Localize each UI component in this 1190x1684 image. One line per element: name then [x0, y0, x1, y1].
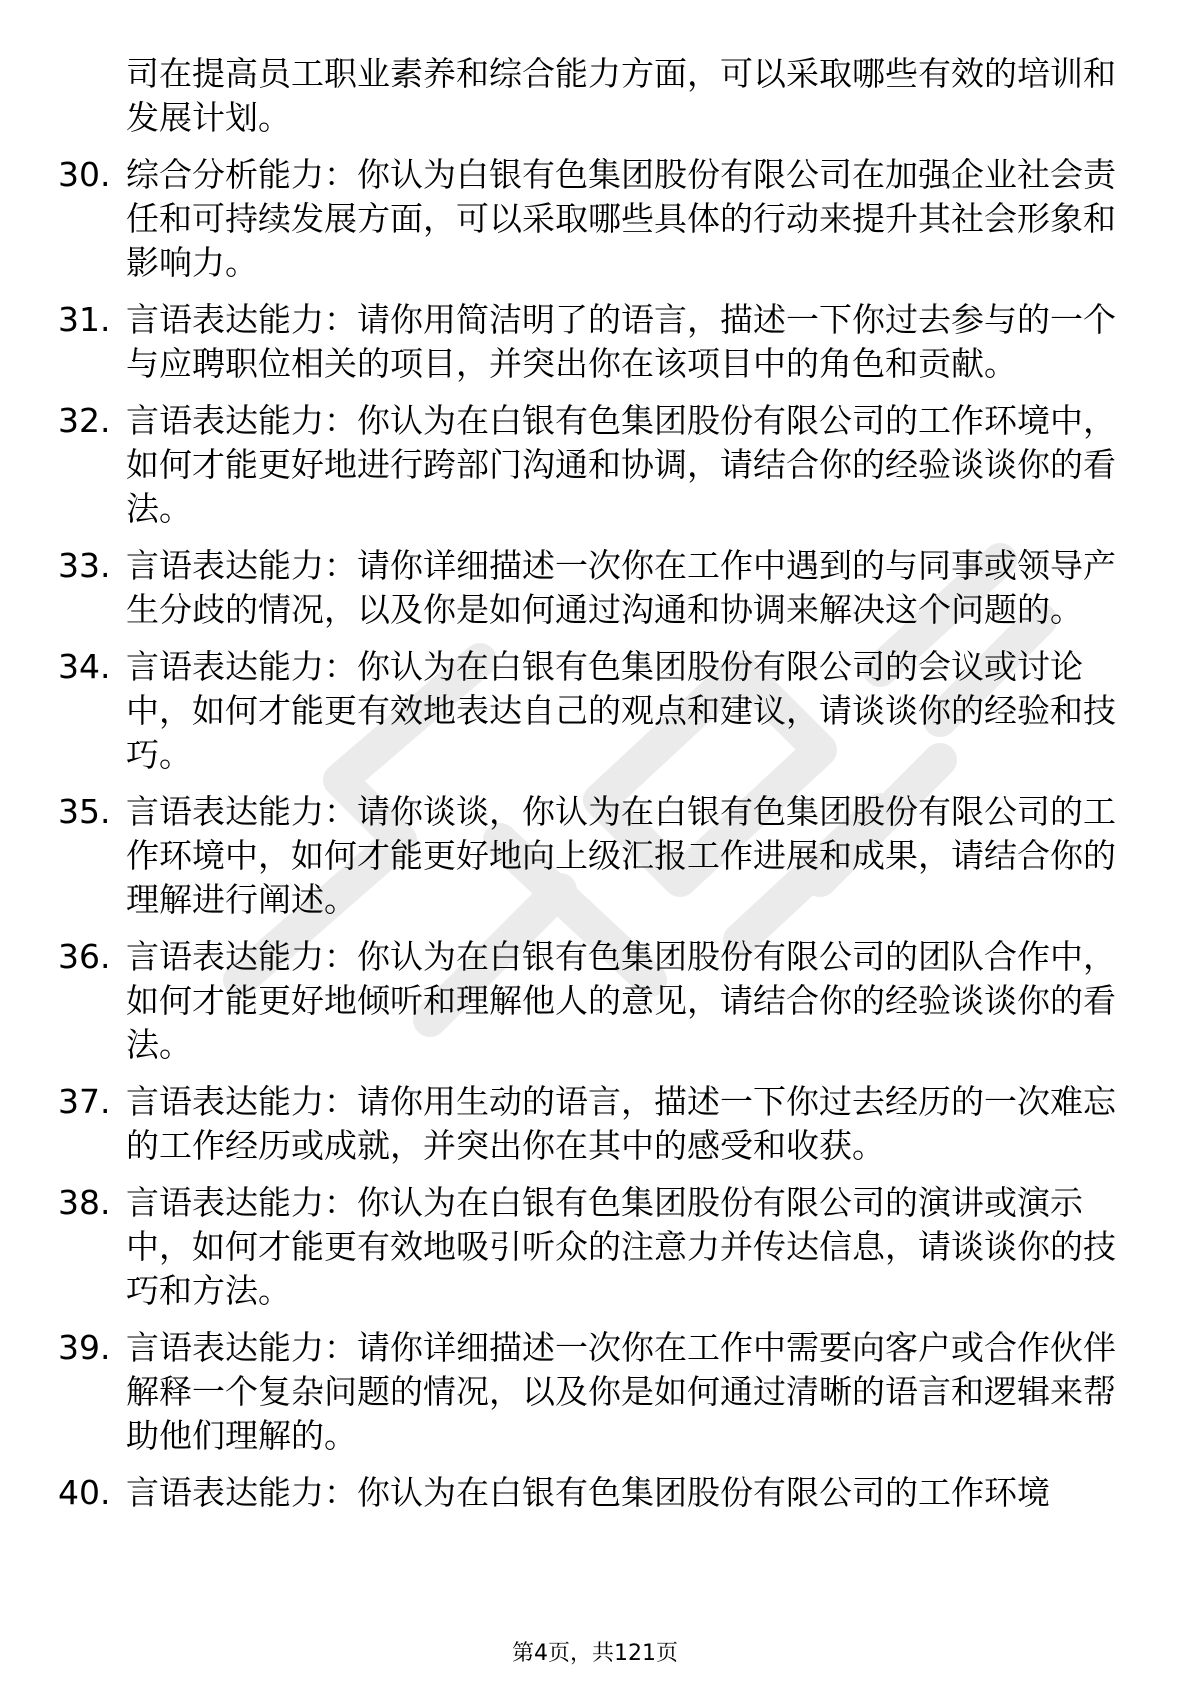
item-text: 言语表达能力：你认为在白银有色集团股份有限公司的会议或讨论中，如何才能更有效地表达自己的观点和建议，请谈谈你的经验和技巧。 — [126, 647, 1116, 774]
item-text: 言语表达能力：你认为在白银有色集团股份有限公司的演讲或演示中，如何才能更有效地吸引听众的注意力并传达信息，请谈谈你的技巧和方法。 — [126, 1183, 1116, 1310]
document-body — [58, 52, 1118, 1528]
item-number: 31. — [58, 300, 111, 339]
item-number: 39. — [58, 1328, 111, 1367]
continuation-paragraph: 司在提高员工职业素养和综合能力方面，可以采取哪些有效的培训和发展计划。 — [126, 54, 1116, 137]
page-footer: 第4页，共121页 — [512, 1641, 678, 1666]
item-text: 综合分析能力：你认为白银有色集团股份有限公司在加强企业社会责任和可持续发展方面，可以采取哪些具体的行动来提升其社会形象和影响力。 — [126, 155, 1116, 282]
item-number: 38. — [58, 1183, 111, 1222]
item-text: 言语表达能力：请你用生动的语言，描述一下你过去经历的一次难忘的工作经历或成就，并突出你在其中的感受和收获。 — [126, 1082, 1116, 1165]
list-item — [58, 1326, 1118, 1458]
item-text: 言语表达能力：请你详细描述一次你在工作中遇到的与同事或领导产生分歧的情况，以及你是如何通过沟通和协调来解决这个问题的。 — [126, 546, 1116, 629]
list-item — [58, 298, 1118, 386]
item-text: 言语表达能力：你认为在白银有色集团股份有限公司的工作环境 — [126, 1473, 1050, 1512]
item-number: 34. — [58, 647, 111, 686]
item-number: 37. — [58, 1082, 111, 1121]
list-item — [58, 544, 1118, 632]
item-number: 30. — [58, 155, 111, 194]
item-text: 言语表达能力：请你详细描述一次你在工作中需要向客户或合作伙伴解释一个复杂问题的情况，以及你是如何通过清晰的语言和逻辑来帮助他们理解的。 — [126, 1328, 1116, 1455]
item-number: 32. — [58, 401, 111, 440]
list-item — [58, 645, 1118, 777]
list-item — [58, 1080, 1118, 1168]
item-number: 35. — [58, 792, 111, 831]
item-text: 言语表达能力：请你用简洁明了的语言，描述一下你过去参与的一个与应聘职位相关的项目，并突出你在该项目中的角色和贡献。 — [126, 300, 1116, 383]
list-item — [58, 935, 1118, 1067]
list-item — [58, 153, 1118, 285]
item-text: 言语表达能力：请你谈谈，你认为在白银有色集团股份有限公司的工作环境中，如何才能更好地向上级汇报工作进展和成果，请结合你的理解进行阐述。 — [126, 792, 1116, 919]
item-number: 36. — [58, 937, 111, 976]
item-number: 40. — [58, 1473, 111, 1512]
item-text: 言语表达能力：你认为在白银有色集团股份有限公司的团队合作中，如何才能更好地倾听和理解他人的意见，请结合你的经验谈谈你的看法。 — [126, 937, 1116, 1064]
item-text: 言语表达能力：你认为在白银有色集团股份有限公司的工作环境中，如何才能更好地进行跨部门沟通和协调，请结合你的经验谈谈你的看法。 — [126, 401, 1116, 528]
list-item — [58, 399, 1118, 531]
list-item — [58, 790, 1118, 922]
item-number: 33. — [58, 546, 111, 585]
list-item — [58, 1181, 1118, 1313]
list-item — [58, 1471, 1118, 1515]
